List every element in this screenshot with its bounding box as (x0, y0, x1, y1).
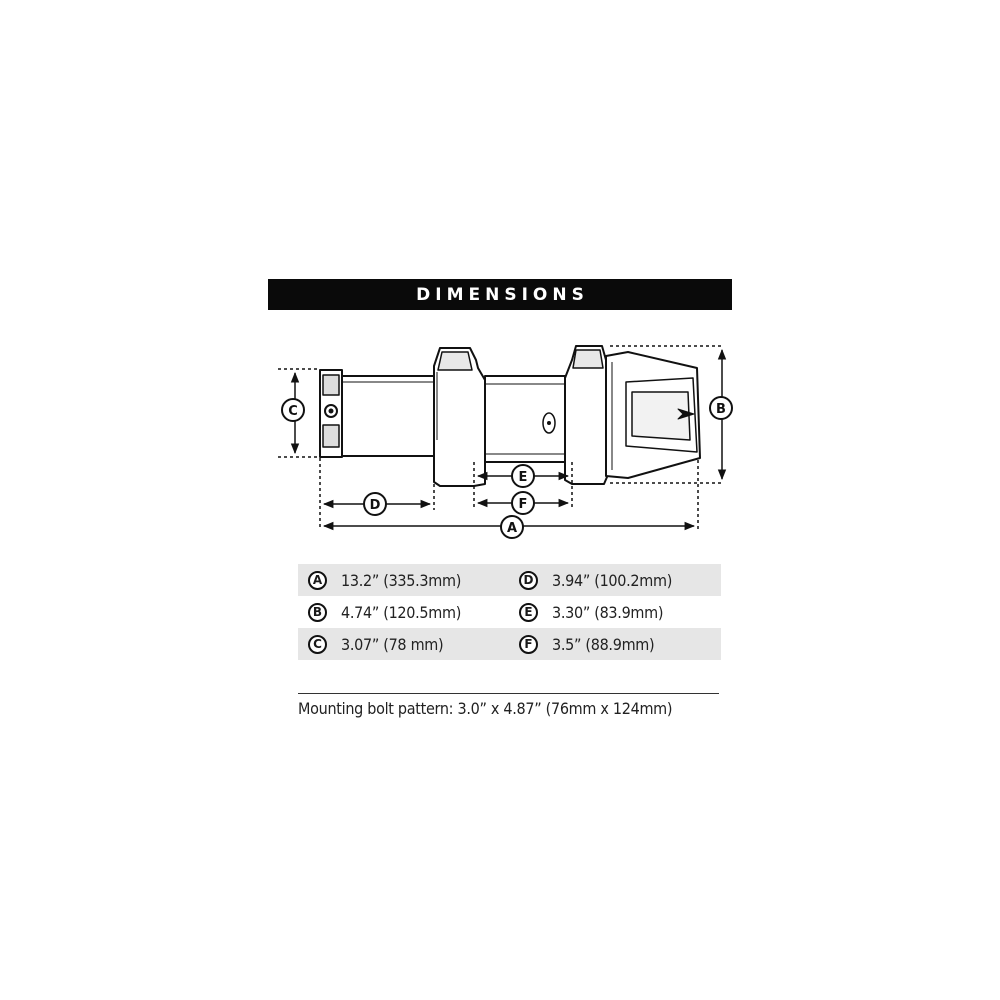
callout-f-label: F (518, 497, 528, 512)
winch-drawing (320, 346, 700, 486)
callout-d (364, 493, 386, 515)
dimension-letter-badge: C (308, 635, 327, 654)
dimension-cell (509, 596, 720, 628)
dimension-letter-badge: A (308, 571, 327, 590)
callout-a-label: A (506, 521, 518, 536)
note-divider (298, 693, 719, 694)
dimension-letter-badge: D (519, 571, 538, 590)
callout-b (710, 397, 732, 419)
mounting-bolt-note: Mounting bolt pattern: 3.0” x 4.87” (76mm x 124mm) (298, 699, 673, 718)
callout-e (512, 465, 534, 487)
dimension-value: 3.07” (78 mm) (341, 634, 444, 654)
dimension-letter-badge: F (519, 635, 538, 654)
table-row (298, 596, 721, 628)
dimension-value: 3.30” (83.9mm) (552, 602, 664, 622)
dimension-cell (509, 564, 720, 596)
dimensions-table (298, 564, 721, 660)
callout-a (501, 516, 523, 538)
dimension-cell (298, 628, 509, 660)
dimension-letter-badge: B (308, 603, 327, 622)
callout-e-label: E (518, 470, 528, 485)
callout-f (512, 492, 534, 514)
dimension-cell (509, 628, 720, 660)
dimension-value: 3.5” (88.9mm) (552, 634, 655, 654)
table-row (298, 564, 721, 596)
dimension-cell (298, 564, 509, 596)
dimension-cell (298, 596, 509, 628)
dimension-value: 13.2” (335.3mm) (341, 570, 462, 590)
dimension-value: 3.94” (100.2mm) (552, 570, 673, 590)
dimension-value: 4.74” (120.5mm) (341, 602, 462, 622)
header-title: DIMENSIONS (416, 284, 589, 305)
callout-c (282, 399, 304, 421)
table-row (298, 628, 721, 660)
callout-b-label: B (716, 402, 726, 417)
callout-d-label: D (369, 498, 381, 513)
winch-motor (342, 376, 434, 456)
dimension-letter-badge: E (519, 603, 538, 622)
callout-c-label: C (288, 404, 298, 419)
